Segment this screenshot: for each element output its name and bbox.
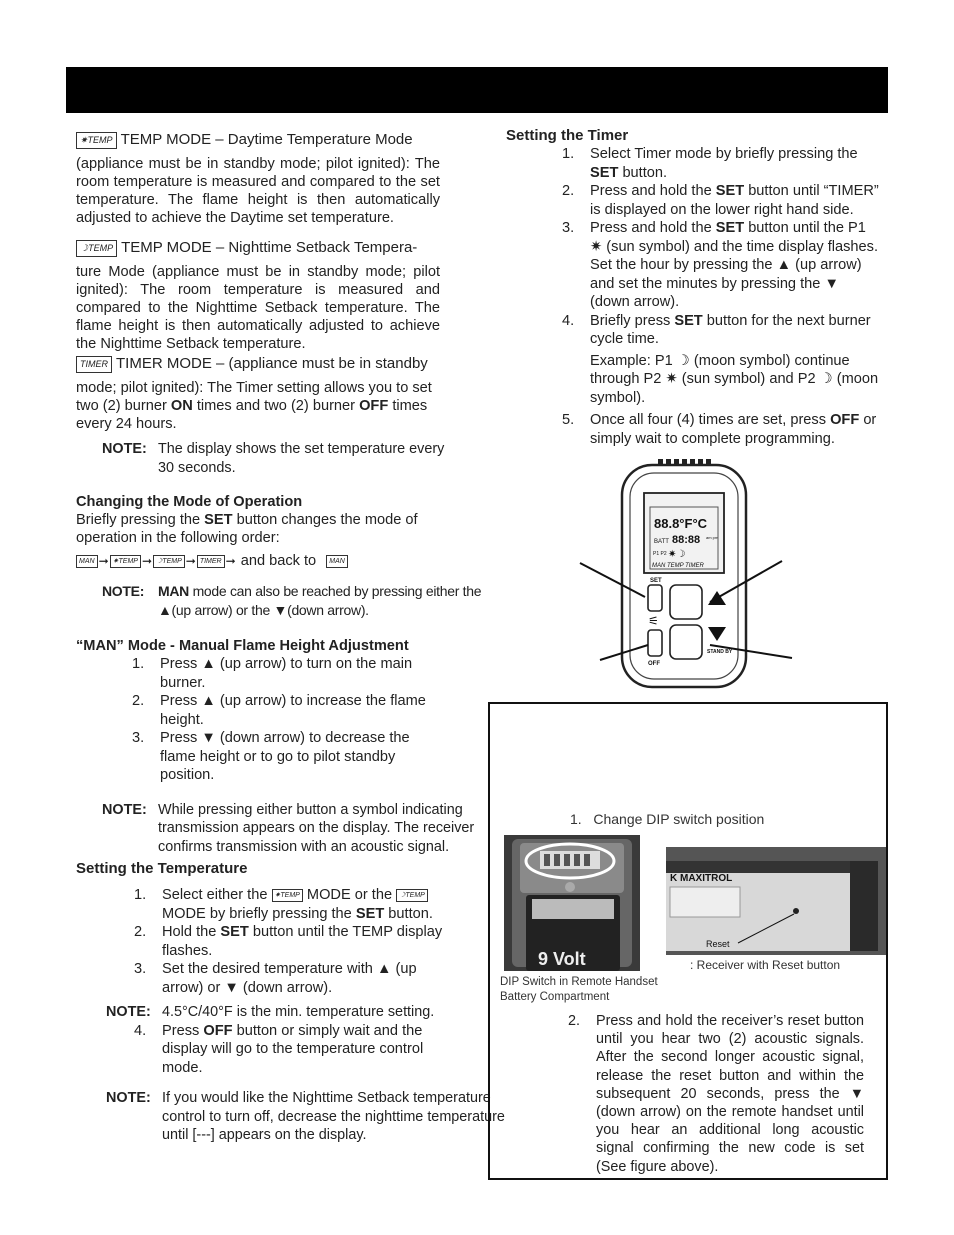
timer-title-line — [76, 355, 440, 373]
box-step-1: 1. Change DIP switch position — [570, 811, 765, 827]
set-label: SET — [650, 578, 662, 584]
list-item: 2. Hold the SET button until the TEMP display flashes. — [134, 924, 443, 959]
temp-night-body: ture Mode (appliance must be in standby mode; pilot ignited): The room temperature is measured and compared to the Nighttime Setback temperature. The flame height is then automatically adjusted to achieve the Nighttime Setback temperature. — [76, 264, 440, 352]
display-ampm: am pm — [706, 535, 719, 540]
temp-day-title-line — [76, 131, 440, 149]
moon-temp-badge: ☽TEMP — [76, 240, 117, 257]
list-item: 2. Press and hold the receiver’s reset button until you hear two (2) acoustic signals. After the second longer acoustic signal, release the reset button and within the subsequent 20 seconds, press the ▼ (down arrow) on the remote handset until you hear an additional long acoustic signal confirming the new code is set (See figure above). — [568, 1013, 864, 1175]
reset-button[interactable] — [793, 908, 799, 914]
receiver-photo — [666, 847, 886, 955]
sun-temp-badge: ✷TEMP — [272, 889, 303, 902]
changing-mode-body: Briefly pressing the SET button changes the mode of operation in the following order: — [76, 512, 418, 546]
note-man-mode: NOTE: MAN mode can also be reached by pressing either the ▲(up arrow) or the ▼(down arrow). — [102, 583, 482, 618]
display-batt: BATT — [654, 539, 669, 545]
list-item: 1. Select Timer mode by briefly pressing the SET button. — [562, 146, 858, 181]
list-item: 2. Press and hold the SET button until “TIMER” is displayed on the lower right hand side. — [562, 183, 879, 218]
standby-label: STAND BY — [707, 649, 733, 655]
temp-day-title: TEMP MODE – Daytime Temperature Mode — [120, 131, 413, 148]
list-item: 3. Set the desired temperature with ▲ (up arrow) or ▼ (down arrow). — [134, 961, 417, 996]
timer-badge: TIMER — [76, 356, 112, 373]
remote-handset-illustration — [560, 455, 810, 690]
setting-timer-heading: Setting the Timer — [506, 127, 629, 144]
down-button[interactable] — [670, 625, 702, 659]
set-button[interactable] — [648, 585, 662, 611]
setting-temp-heading: Setting the Temperature — [76, 860, 248, 877]
moon-temp-badge: ☽TEMP — [396, 889, 428, 902]
timer-steps-list — [562, 145, 882, 448]
list-item: 5. Once all four (4) times are set, press OFF or simply wait to complete programming. — [562, 412, 877, 447]
right-column — [506, 127, 882, 448]
list-item: 2. Press ▲ (up arrow) to increase the flame height. — [132, 693, 426, 728]
list-item: 4. Press OFF button or simply wait and the display will go to the temperature control mode. — [134, 1022, 424, 1076]
and-back-to: and back to — [240, 553, 317, 569]
man-mode-heading: “MAN” Mode - Manual Flame Height Adjustment — [76, 638, 409, 655]
left-column — [76, 131, 482, 856]
man-steps-list — [132, 655, 440, 785]
temp-night-title: TEMP MODE – Nighttime Setback Tempera- — [121, 239, 418, 256]
setting-temp-list-cont — [134, 1022, 458, 1078]
note-display: NOTE: The display shows the set temperature every 30 seconds. — [102, 441, 445, 476]
display-modes: MAN TEMP TIMER — [652, 563, 704, 569]
transmission-icon: ⚟ — [648, 614, 659, 628]
man-badge: MAN — [326, 555, 348, 568]
dip-switch-photo — [504, 835, 640, 971]
up-button[interactable] — [670, 585, 702, 619]
sun-temp-badge: ✷TEMP — [110, 555, 141, 568]
sun-moon-icon: ✷☽ — [668, 549, 686, 560]
mode-sequence: MAN ➞ ✷TEMP ➞ ☽TEMP ➞ TIMER ➞ and back to MAN — [76, 552, 440, 570]
off-button[interactable] — [648, 630, 662, 656]
reset-label: Reset — [706, 939, 730, 949]
sun-temp-badge: ✷TEMP — [76, 132, 117, 149]
list-item: 4. Briefly press SET button for the next burner cycle time. Example: P1 ☽ (moon symbol) continue through P2 ✷ (sun symbol) and P2 ☽ (moon symbol). — [562, 312, 879, 406]
changing-mode-heading: Changing the Mode of Operation — [76, 494, 303, 510]
battery-label: 9 Volt — [538, 949, 586, 969]
man-badge: MAN — [76, 555, 98, 568]
note-setback: NOTE: If you would like the Nighttime Setback temperature control to turn off, decrease the nighttime temperature until [---] appears on the display. — [106, 1090, 505, 1143]
dip-caption: DIP Switch in Remote Handset Battery Compartment — [500, 976, 658, 1003]
receiver-caption: : Receiver with Reset button — [690, 958, 841, 972]
display-p1p2: P1 P2 — [653, 551, 667, 557]
off-label: OFF — [648, 661, 660, 667]
list-item: 1. Select either the ✷TEMP MODE or the ☽TEMP MODE by briefly pressing the SET button. — [134, 887, 433, 922]
header-bar — [66, 67, 888, 113]
timer-title: TIMER MODE – (appliance must be in standby — [116, 355, 428, 372]
setting-temp-list — [134, 886, 458, 997]
maxitrol-brand: K MAXITROL — [670, 873, 733, 884]
list-item: 1. Press ▲ (up arrow) to turn on the main burner. — [132, 656, 413, 691]
temp-day-body: (appliance must be in standby mode; pilot ignited): The room temperature is measured and compared to the set temperature. The flame height is then automatically adjusted to achieve the Daytime set temperature. — [76, 156, 440, 226]
reset-code-box — [488, 702, 888, 1180]
display-temp: 88.8°F°C — [654, 516, 708, 531]
note-min-temp: NOTE: 4.5°C/40°F is the min. temperature setting. — [106, 1004, 435, 1020]
moon-temp-badge: ☽TEMP — [153, 555, 185, 568]
list-item: 3. Press and hold the SET button until the P1 ✷ (sun symbol) and the time display flashes. Set the hour by pressing the ▲ (up arrow) and set the minutes by pressing the ▼ (down arrow). — [562, 220, 879, 310]
setting-temp-section — [76, 860, 505, 1145]
timer-badge: TIMER — [197, 555, 225, 568]
display-time: 88:88 — [672, 534, 701, 546]
note-transmission: NOTE: While pressing either button a symbol indicating transmission appears on the display. The receiver confirms transmission with an acoustic signal. — [102, 801, 475, 855]
timer-body: mode; pilot ignited): The Timer setting allows you to set two (2) burner ON times and two (2) burner OFF times every 24 hours. — [76, 380, 432, 432]
list-item: 3. Press ▼ (down arrow) to decrease the flame height or to go to pilot standby position. — [132, 730, 410, 784]
box-step-2 — [568, 1012, 864, 1176]
temp-night-title-line — [76, 239, 440, 257]
